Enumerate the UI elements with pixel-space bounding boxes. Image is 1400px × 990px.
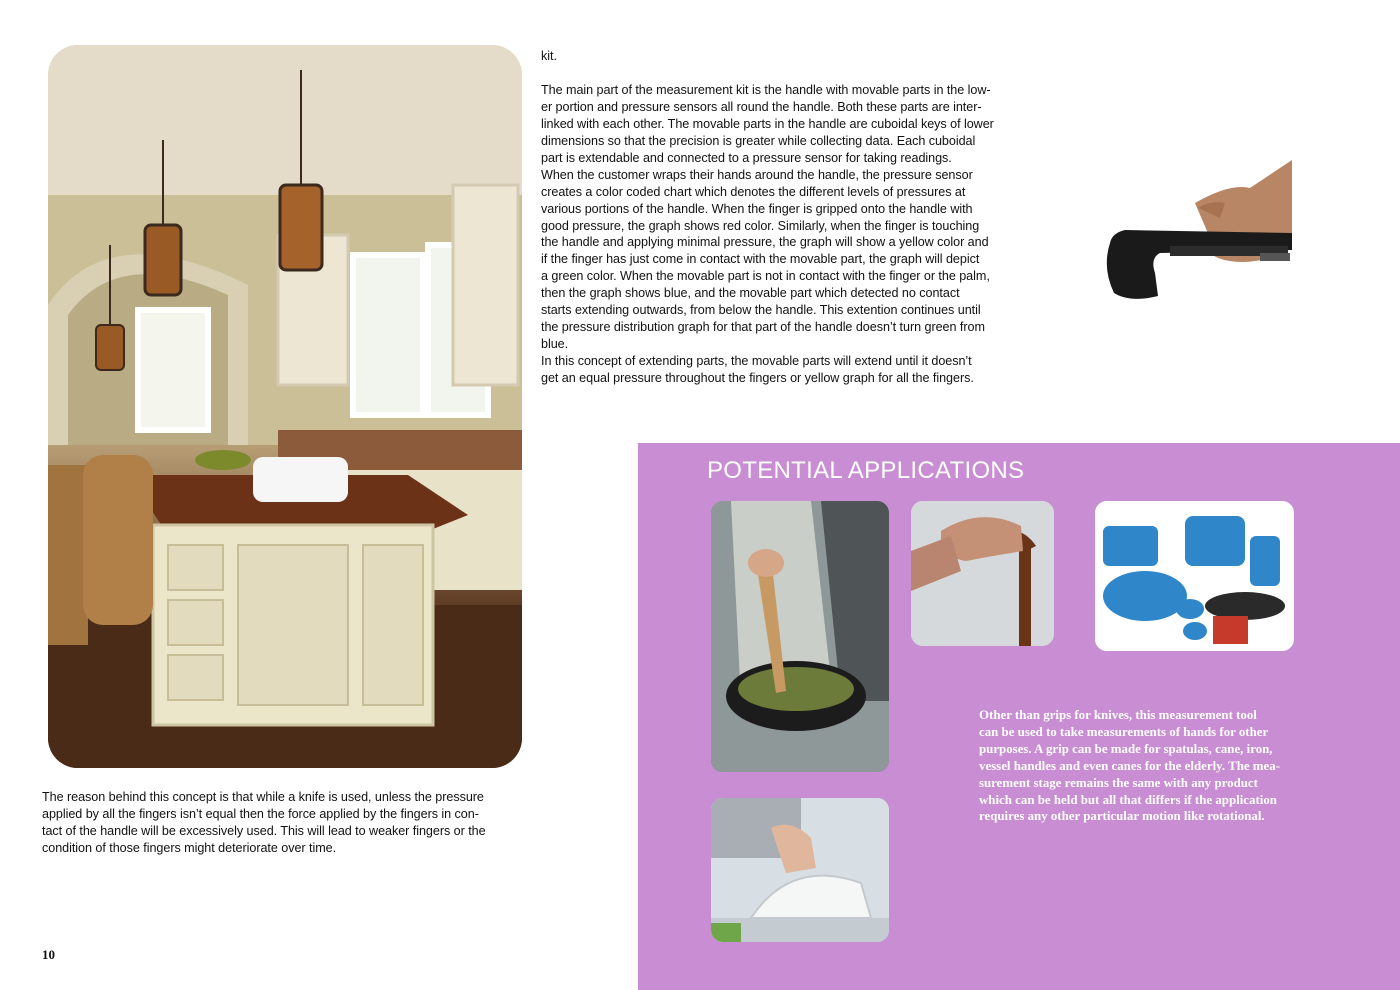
body-text-main: kit. The main part of the measurement kit is the handle with movable parts in the low- er portion and pressure sensors all round the handle. Both these parts are inter- linked with each other. The movable parts in the handle are cuboidal keys of lower dimensions so that the precision is greater while collecting data. Each cuboidal part is extendable and connected to a pressure sensor for taking readings. When the customer wraps their hands around the handle, the pressure sensor creates a color coded chart which denotes the different levels of pressures at various portions of the handle. When the finger is gripped onto the handle with good pressure, the graph shows red color. Similarly, when the finger is touching the handle and applying minimal pressure, the graph will show a yellow color and if the finger has just come in contact with the movable part, the graph will depict a green color. When the movable part is not in contact with the finger or the palm, then the graph shows blue, and the movable part which detected no contact starts extending outwards, from below the handle. This extention continues until the pressure distribution graph for that part of the handle doesn’t turn green from blue. In this concept of extending parts, the movable parts will extend until it doesn’t get an equal pressure throughout the fingers or yellow graph for all the fingers. xyxy=(541,49,994,386)
body-text-reason: The reason behind this concept is that while a knife is used, unless the pressure applied by all the fingers isn’t equal then the force applied by the fingers in con- tact of the handle will be excessively used. This will lead to weaker fingers or the condition of those fingers might deteriorate over time. xyxy=(42,790,486,855)
measurement-handle-image xyxy=(1100,158,1300,303)
cooking-wok-photo xyxy=(711,501,889,772)
applications-body-text: Other than grips for knives, this measurement tool can be used to take measurements of hands for other purposes. A grip can be made for spatulas, cane, iron, vessel handles and even canes for the elderly. The mea- surement stage remains the same with any product which can be held but all that differs if the application requires any other particular motion like rotational. xyxy=(979,708,1281,824)
kitchen-photo xyxy=(48,45,522,768)
cookware-set-photo xyxy=(1095,501,1294,651)
applications-title: POTENTIAL APPLICATIONS xyxy=(707,457,1025,484)
elderly-cane-photo xyxy=(911,501,1054,646)
page-number: 10 xyxy=(42,947,55,962)
clothes-iron-photo xyxy=(711,798,889,942)
